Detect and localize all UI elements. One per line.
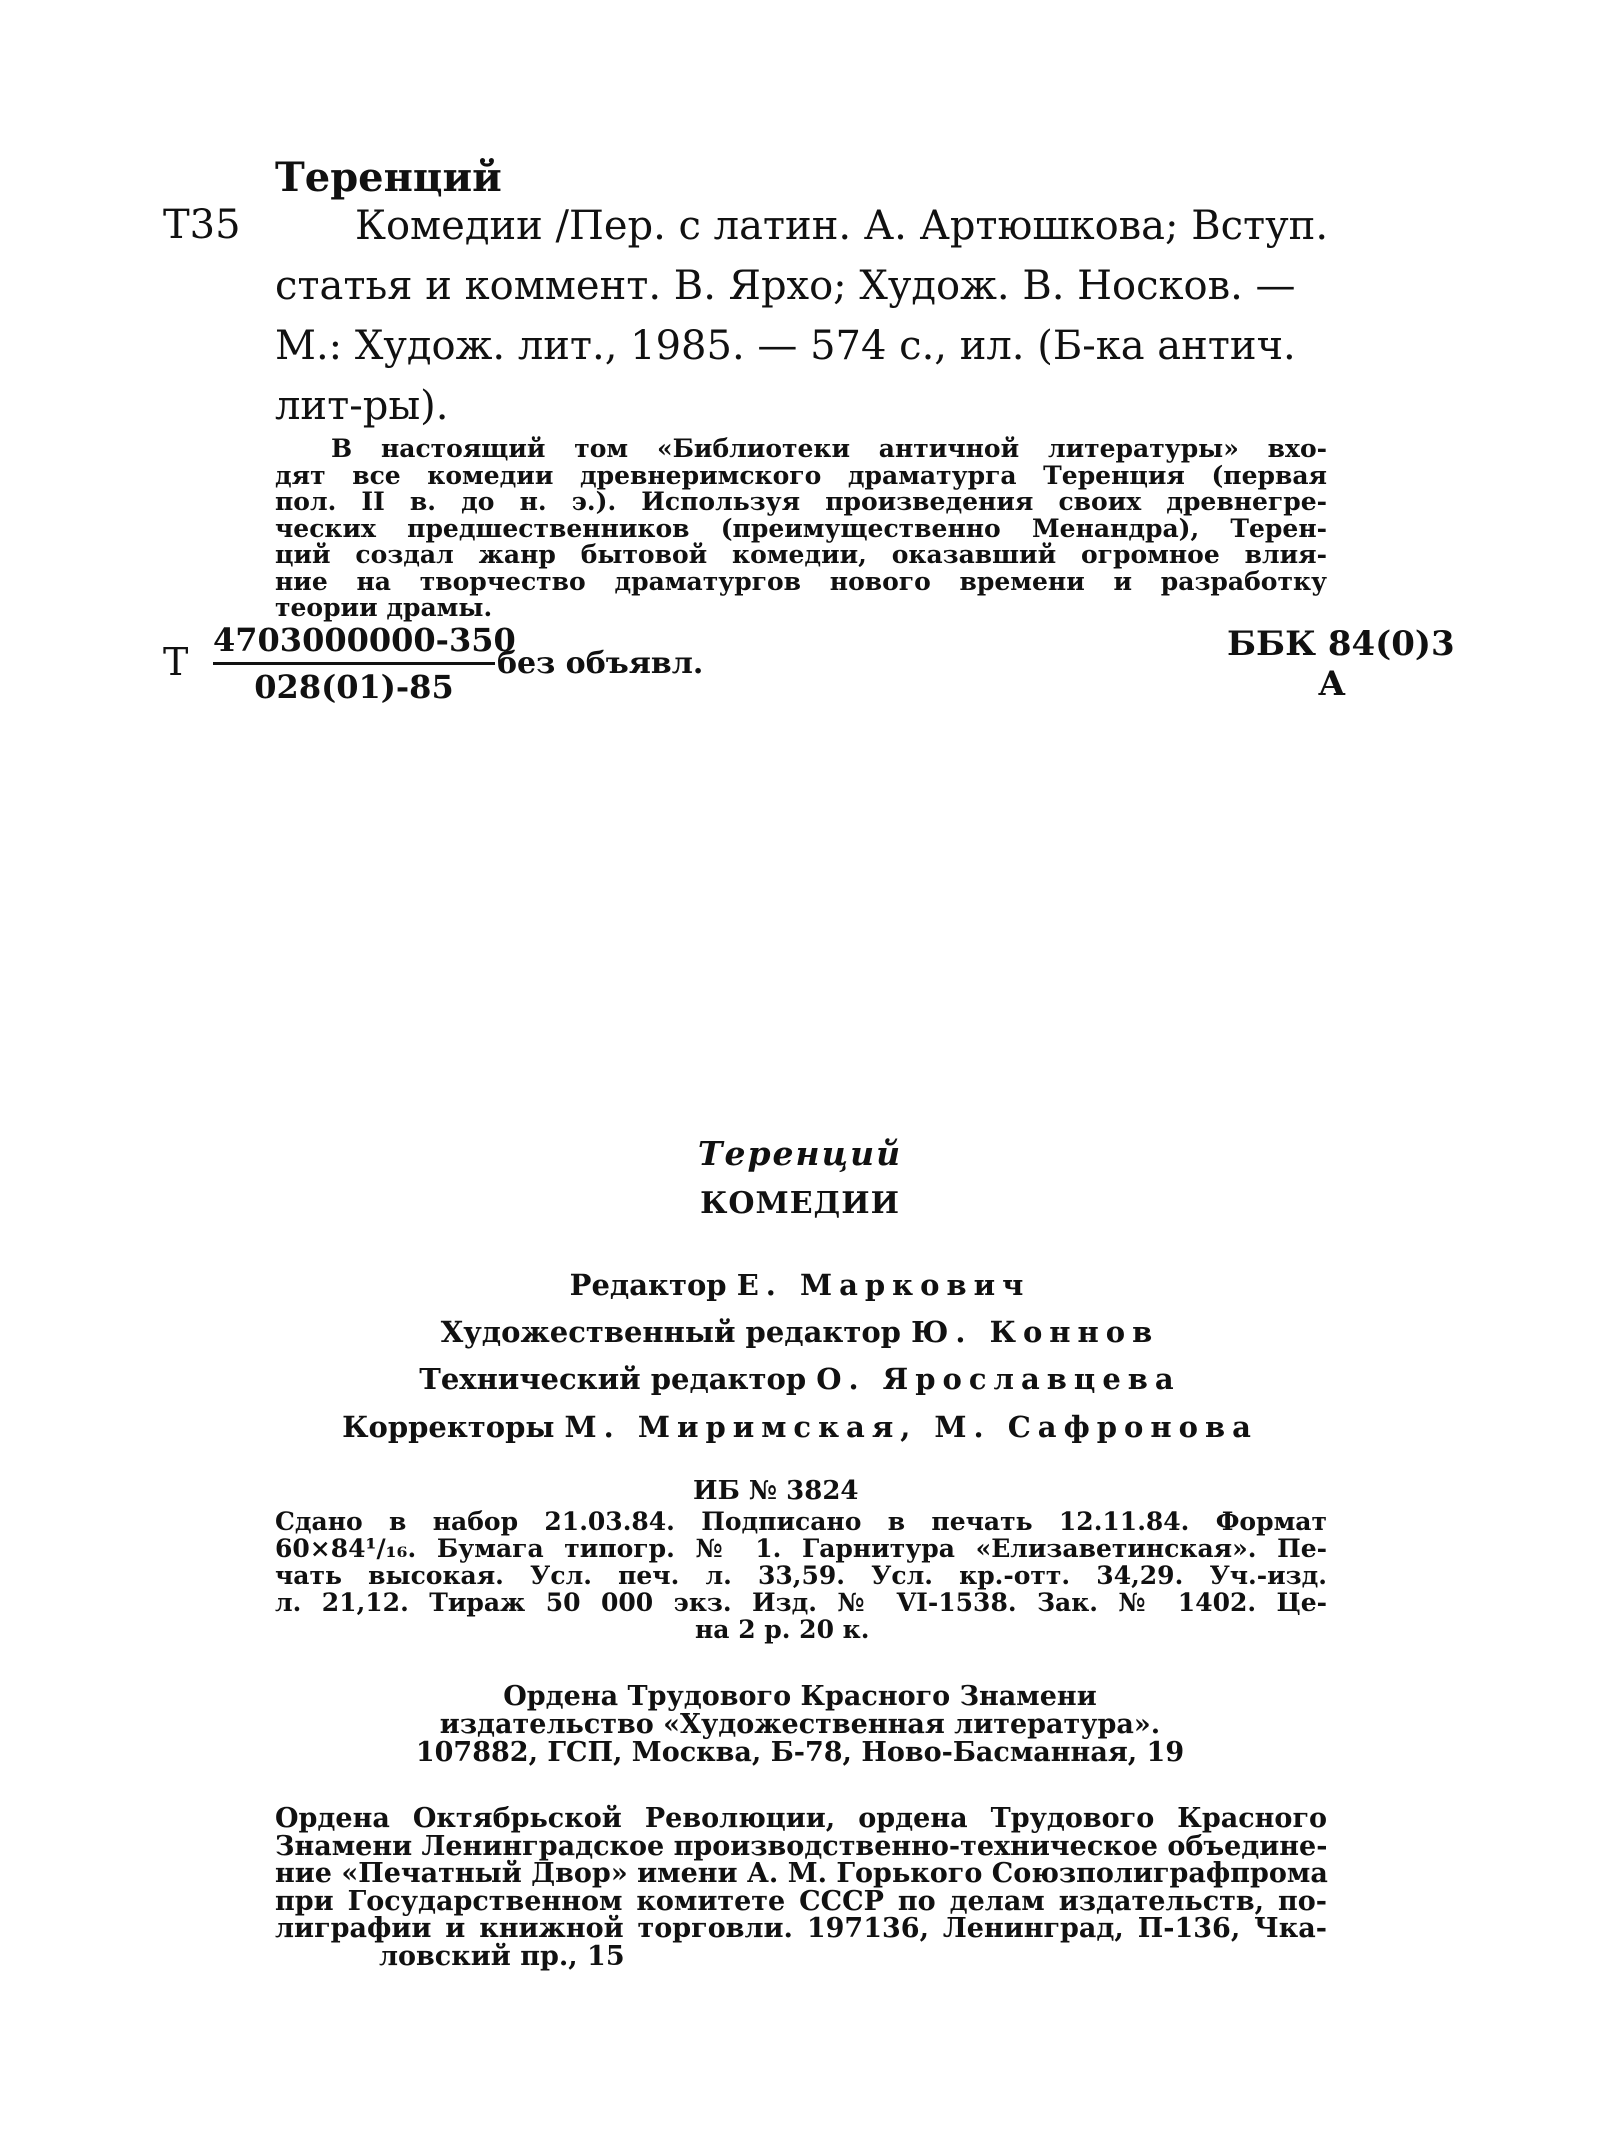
staff-line-editor bbox=[0, 1268, 1600, 1302]
staff-role: Технический редактор bbox=[419, 1362, 807, 1396]
colophon-title: КОМЕДИИ bbox=[700, 1186, 900, 1221]
printer-line: при Государственном комитете СССР по делам издательств, по- bbox=[275, 1885, 1327, 1917]
staff-role: Корректоры bbox=[342, 1410, 555, 1444]
staff-person: М. Миримская, М. Сафронова bbox=[564, 1410, 1258, 1444]
annotation-line: пол. II в. до н. э.). Используя произведения своих древнегре- bbox=[275, 487, 1327, 516]
printer-line: ловский пр., 15 bbox=[379, 1940, 625, 1972]
publisher-line: издательство «Художественная литература». bbox=[439, 1709, 1161, 1740]
print-data-line: л. 21,12. Тираж 50 000 экз. Изд. № VI-1538. Зак. № 1402. Це- bbox=[275, 1588, 1327, 1617]
card-author-mark: А bbox=[1318, 664, 1346, 704]
printer-block bbox=[275, 1805, 1327, 1970]
publisher-line: Ордена Трудового Красного Знамени bbox=[503, 1681, 1097, 1712]
fraction-numerator: 4703000000-350 bbox=[213, 621, 516, 659]
staff-role: Редактор bbox=[569, 1268, 727, 1302]
biblio-line: М.: Худож. лит., 1985. — 574 с., ил. (Б-ка антич. bbox=[275, 323, 1296, 369]
print-data-line: на 2 р. 20 к. bbox=[695, 1615, 870, 1644]
biblio-line: статья и коммент. В. Ярхо; Худож. В. Носков. — bbox=[275, 263, 1296, 309]
staff-person: О. Ярославцева bbox=[816, 1362, 1181, 1396]
staff-person: Е. Маркович bbox=[736, 1268, 1031, 1302]
annotation-line: В настоящий том «Библиотеки античной литературы» вхо- bbox=[331, 434, 1327, 463]
annotation-line: теории драмы. bbox=[275, 593, 493, 622]
card-publisher-index-fraction bbox=[213, 620, 516, 707]
card-t-letter: Т bbox=[163, 640, 189, 684]
card-bbk-index: ББК 84(0)3 bbox=[1227, 624, 1455, 664]
annotation-line: ческих предшественников (преимущественно Менандра), Терен- bbox=[275, 513, 1327, 543]
colophon-author: Теренций bbox=[697, 1134, 903, 1173]
card-annotation bbox=[275, 436, 1327, 622]
biblio-line: Комедии /Пер. с латин. А. Артюшкова; Вступ. bbox=[355, 203, 1329, 249]
print-data-line: чать высокая. Усл. печ. л. 33,59. Усл. кр.-отт. 34,29. Уч.-изд. bbox=[275, 1561, 1327, 1590]
fraction-bar bbox=[213, 662, 495, 665]
print-data-line: Сдано в набор 21.03.84. Подписано в печать 12.11.84. Формат bbox=[275, 1507, 1327, 1536]
staff-role: Художественный редактор bbox=[440, 1315, 901, 1349]
annotation-line: ние на творчество драматургов нового времени и разработку bbox=[275, 566, 1327, 596]
staff-line-technical-editor bbox=[0, 1362, 1600, 1396]
fraction-denominator: 028(01)-85 bbox=[254, 668, 454, 706]
card-bibliographic-description bbox=[275, 196, 1328, 436]
staff-person: Ю. Коннов bbox=[911, 1315, 1160, 1349]
biblio-line: лит-ры). bbox=[275, 383, 449, 429]
publisher-block bbox=[0, 1683, 1600, 1767]
ib-number: ИБ № 3824 bbox=[693, 1476, 859, 1506]
staff-line-proofreaders bbox=[0, 1410, 1600, 1444]
card-classification-code: Т35 bbox=[163, 202, 241, 248]
print-data-block bbox=[275, 1508, 1327, 1643]
card-no-ad-note: без объявл. bbox=[497, 646, 704, 681]
annotation-line: ций создал жанр бытовой комедии, оказавший огромное влия- bbox=[275, 540, 1327, 569]
annotation-line: дят все комедии древнеримского драматурга Теренция (первая bbox=[275, 460, 1327, 490]
print-data-line: 60×84¹/₁₆. Бумага типогр. № 1. Гарнитура «Елизаветинская». Пе- bbox=[275, 1534, 1327, 1563]
staff-line-art-editor bbox=[0, 1315, 1600, 1349]
card-author: Теренций bbox=[275, 154, 502, 201]
printer-line: Ордена Октябрьской Революции, ордена Трудового Красного bbox=[275, 1803, 1327, 1834]
printer-line: Знамени Ленинградское производственно-техническое объедине- bbox=[275, 1830, 1328, 1862]
printer-line: лиграфии и книжной торговли. 197136, Ленинград, П-136, Чка- bbox=[275, 1913, 1327, 1944]
printer-line: ние «Печатный Двор» имени А. М. Горького Союзполиграфпрома bbox=[275, 1858, 1328, 1889]
publisher-line: 107882, ГСП, Москва, Б-78, Ново-Басманная, 19 bbox=[415, 1737, 1185, 1768]
